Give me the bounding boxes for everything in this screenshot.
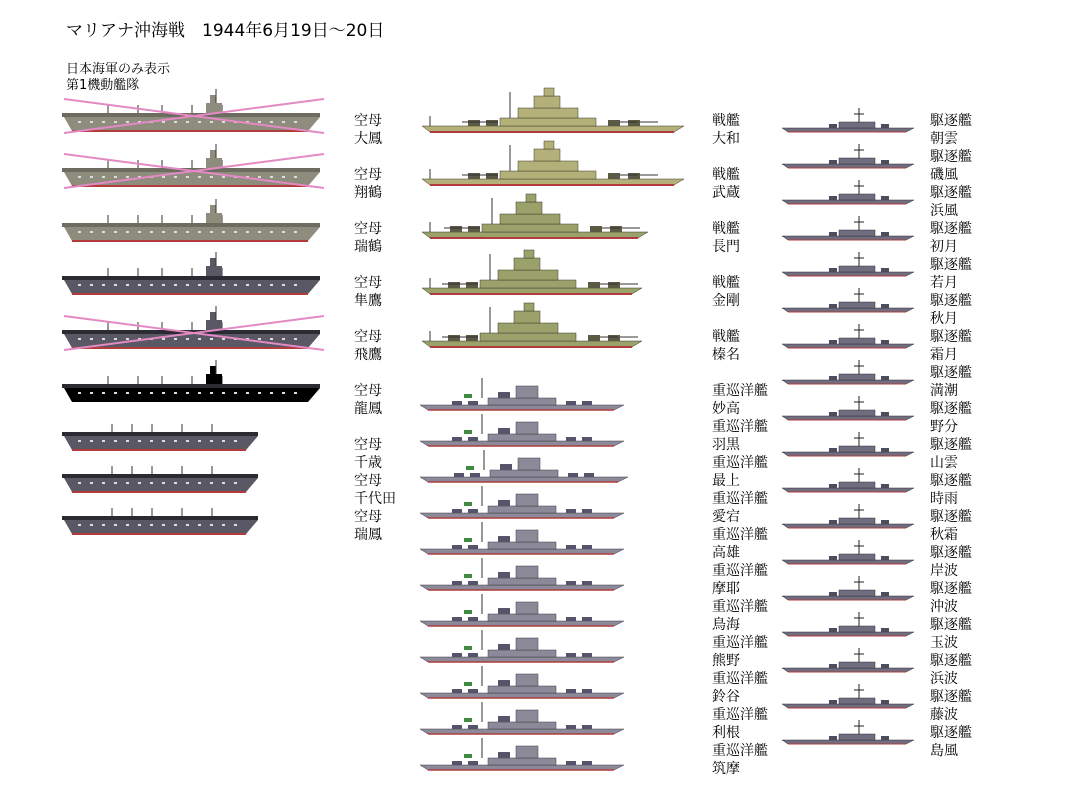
cruiser-name-label: 熊野 bbox=[712, 653, 740, 669]
destroyer-type-label: 駆逐艦 bbox=[930, 725, 972, 741]
cruiser-type-label: 重巡洋艦 bbox=[712, 419, 768, 435]
destroyer-7 bbox=[782, 324, 920, 352]
destroyer-name-label: 秋霜 bbox=[930, 527, 958, 543]
cruiser-type-label: 重巡洋艦 bbox=[712, 707, 768, 723]
destroyer-name-label: 山雲 bbox=[930, 455, 958, 471]
battleship-type-label: 戦艦 bbox=[712, 167, 740, 183]
cruiser-type-label: 重巡洋艦 bbox=[712, 599, 768, 615]
carrier-3 bbox=[62, 205, 328, 245]
battleship-type-label: 戦艦 bbox=[712, 275, 740, 291]
destroyer-name-label: 満潮 bbox=[930, 383, 958, 399]
carrier-type-label: 空母 bbox=[354, 113, 382, 129]
carrier-name-label: 瑞鶴 bbox=[354, 239, 382, 255]
carrier-name-label: 瑞鳳 bbox=[354, 527, 382, 543]
destroyer-type-label: 駆逐艦 bbox=[930, 221, 972, 237]
destroyer-10 bbox=[782, 432, 920, 460]
destroyer-name-label: 朝雲 bbox=[930, 131, 958, 147]
destroyer-type-label: 駆逐艦 bbox=[930, 365, 972, 381]
carrier-name-label: 飛鷹 bbox=[354, 347, 382, 363]
cruiser-6 bbox=[420, 558, 630, 594]
carrier-name-label: 隼鷹 bbox=[354, 293, 382, 309]
cruiser-name-label: 利根 bbox=[712, 725, 740, 741]
battleship-1 bbox=[422, 94, 690, 142]
carrier-name-label: 千歳 bbox=[354, 455, 382, 471]
battleship-type-label: 戦艦 bbox=[712, 329, 740, 345]
cruiser-9 bbox=[420, 666, 630, 702]
battleship-name-label: 榛名 bbox=[712, 347, 740, 363]
destroyer-1 bbox=[782, 108, 920, 136]
cruiser-type-label: 重巡洋艦 bbox=[712, 491, 768, 507]
battleship-type-label: 戦艦 bbox=[712, 113, 740, 129]
page-title: マリアナ沖海戦 1944年6月19日～20日 bbox=[66, 21, 385, 41]
destroyer-name-label: 野分 bbox=[930, 419, 958, 435]
destroyer-name-label: 磯風 bbox=[930, 167, 958, 183]
battleship-name-label: 大和 bbox=[712, 131, 740, 147]
cruiser-4 bbox=[420, 486, 630, 522]
carrier-type-label: 空母 bbox=[354, 221, 382, 237]
cruiser-10 bbox=[420, 702, 630, 738]
destroyer-type-label: 駆逐艦 bbox=[930, 617, 972, 633]
destroyer-type-label: 駆逐艦 bbox=[930, 509, 972, 525]
cruiser-type-label: 重巡洋艦 bbox=[712, 671, 768, 687]
destroyer-name-label: 霜月 bbox=[930, 347, 958, 363]
note-first-mobile-fleet: 第1機動艦隊 bbox=[66, 78, 140, 93]
cruiser-name-label: 高雄 bbox=[712, 545, 740, 561]
destroyer-name-label: 島風 bbox=[930, 743, 958, 759]
destroyer-type-label: 駆逐艦 bbox=[930, 689, 972, 705]
destroyer-name-label: 時雨 bbox=[930, 491, 958, 507]
destroyer-16 bbox=[782, 648, 920, 676]
battleship-5 bbox=[422, 309, 648, 357]
battleship-4 bbox=[422, 256, 648, 304]
cruiser-8 bbox=[420, 630, 630, 666]
destroyer-type-label: 駆逐艦 bbox=[930, 149, 972, 165]
destroyer-type-label: 駆逐艦 bbox=[930, 545, 972, 561]
carrier-5 bbox=[62, 312, 328, 352]
cruiser-7 bbox=[420, 594, 630, 630]
battleship-2 bbox=[422, 147, 690, 195]
cruiser-3 bbox=[420, 450, 634, 486]
carrier-2 bbox=[62, 150, 328, 190]
carrier-name-label: 千代田 bbox=[354, 491, 396, 507]
destroyer-type-label: 駆逐艦 bbox=[930, 581, 972, 597]
cruiser-type-label: 重巡洋艦 bbox=[712, 743, 768, 759]
destroyer-type-label: 駆逐艦 bbox=[930, 293, 972, 309]
destroyer-9 bbox=[782, 396, 920, 424]
destroyer-12 bbox=[782, 504, 920, 532]
battleship-name-label: 金剛 bbox=[712, 293, 740, 309]
carrier-type-label: 空母 bbox=[354, 383, 382, 399]
destroyer-15 bbox=[782, 612, 920, 640]
carrier-9 bbox=[62, 502, 266, 538]
destroyer-name-label: 若月 bbox=[930, 275, 958, 291]
destroyer-type-label: 駆逐艦 bbox=[930, 401, 972, 417]
carrier-4 bbox=[62, 258, 328, 298]
destroyer-18 bbox=[782, 720, 920, 748]
carrier-type-label: 空母 bbox=[354, 275, 382, 291]
carrier-6 bbox=[62, 366, 328, 406]
destroyer-type-label: 駆逐艦 bbox=[930, 473, 972, 489]
cruiser-name-label: 鈴谷 bbox=[712, 689, 740, 705]
carrier-name-label: 龍鳳 bbox=[354, 401, 382, 417]
destroyer-2 bbox=[782, 144, 920, 172]
destroyer-name-label: 玉波 bbox=[930, 635, 958, 651]
carrier-type-label: 空母 bbox=[354, 167, 382, 183]
cruiser-name-label: 鳥海 bbox=[712, 617, 740, 633]
carrier-name-label: 大鳳 bbox=[354, 131, 382, 147]
cruiser-type-label: 重巡洋艦 bbox=[712, 563, 768, 579]
note-japanese-navy-only: 日本海軍のみ表示 bbox=[66, 62, 171, 77]
destroyer-4 bbox=[782, 216, 920, 244]
destroyer-name-label: 沖波 bbox=[930, 599, 958, 615]
destroyer-3 bbox=[782, 180, 920, 208]
cruiser-type-label: 重巡洋艦 bbox=[712, 383, 768, 399]
carrier-type-label: 空母 bbox=[354, 437, 382, 453]
carrier-7 bbox=[62, 418, 266, 454]
battleship-3 bbox=[422, 200, 654, 248]
cruiser-11 bbox=[420, 738, 630, 774]
cruiser-2 bbox=[420, 414, 630, 450]
destroyer-11 bbox=[782, 468, 920, 496]
cruiser-name-label: 愛宕 bbox=[712, 509, 740, 525]
destroyer-type-label: 駆逐艦 bbox=[930, 257, 972, 273]
cruiser-type-label: 重巡洋艦 bbox=[712, 455, 768, 471]
cruiser-name-label: 摩耶 bbox=[712, 581, 740, 597]
battleship-name-label: 長門 bbox=[712, 239, 740, 255]
destroyer-name-label: 浜波 bbox=[930, 671, 958, 687]
destroyer-type-label: 駆逐艦 bbox=[930, 329, 972, 345]
destroyer-type-label: 駆逐艦 bbox=[930, 653, 972, 669]
carrier-type-label: 空母 bbox=[354, 329, 382, 345]
cruiser-1 bbox=[420, 378, 630, 414]
carrier-1 bbox=[62, 95, 328, 135]
destroyer-14 bbox=[782, 576, 920, 604]
battleship-type-label: 戦艦 bbox=[712, 221, 740, 237]
carrier-8 bbox=[62, 460, 266, 496]
destroyer-type-label: 駆逐艦 bbox=[930, 113, 972, 129]
cruiser-type-label: 重巡洋艦 bbox=[712, 527, 768, 543]
cruiser-name-label: 筑摩 bbox=[712, 761, 740, 777]
destroyer-13 bbox=[782, 540, 920, 568]
carrier-type-label: 空母 bbox=[354, 509, 382, 525]
destroyer-type-label: 駆逐艦 bbox=[930, 185, 972, 201]
cruiser-name-label: 最上 bbox=[712, 473, 740, 489]
carrier-name-label: 翔鶴 bbox=[354, 185, 382, 201]
cruiser-name-label: 羽黒 bbox=[712, 437, 740, 453]
cruiser-5 bbox=[420, 522, 630, 558]
carrier-type-label: 空母 bbox=[354, 473, 382, 489]
destroyer-17 bbox=[782, 684, 920, 712]
destroyer-name-label: 初月 bbox=[930, 239, 958, 255]
destroyer-6 bbox=[782, 288, 920, 316]
destroyer-name-label: 藤波 bbox=[930, 707, 958, 723]
destroyer-name-label: 浜風 bbox=[930, 203, 958, 219]
destroyer-8 bbox=[782, 360, 920, 388]
destroyer-type-label: 駆逐艦 bbox=[930, 437, 972, 453]
destroyer-name-label: 秋月 bbox=[930, 311, 958, 327]
cruiser-name-label: 妙高 bbox=[712, 401, 740, 417]
cruiser-type-label: 重巡洋艦 bbox=[712, 635, 768, 651]
destroyer-5 bbox=[782, 252, 920, 280]
battleship-name-label: 武蔵 bbox=[712, 185, 740, 201]
destroyer-name-label: 岸波 bbox=[930, 563, 958, 579]
